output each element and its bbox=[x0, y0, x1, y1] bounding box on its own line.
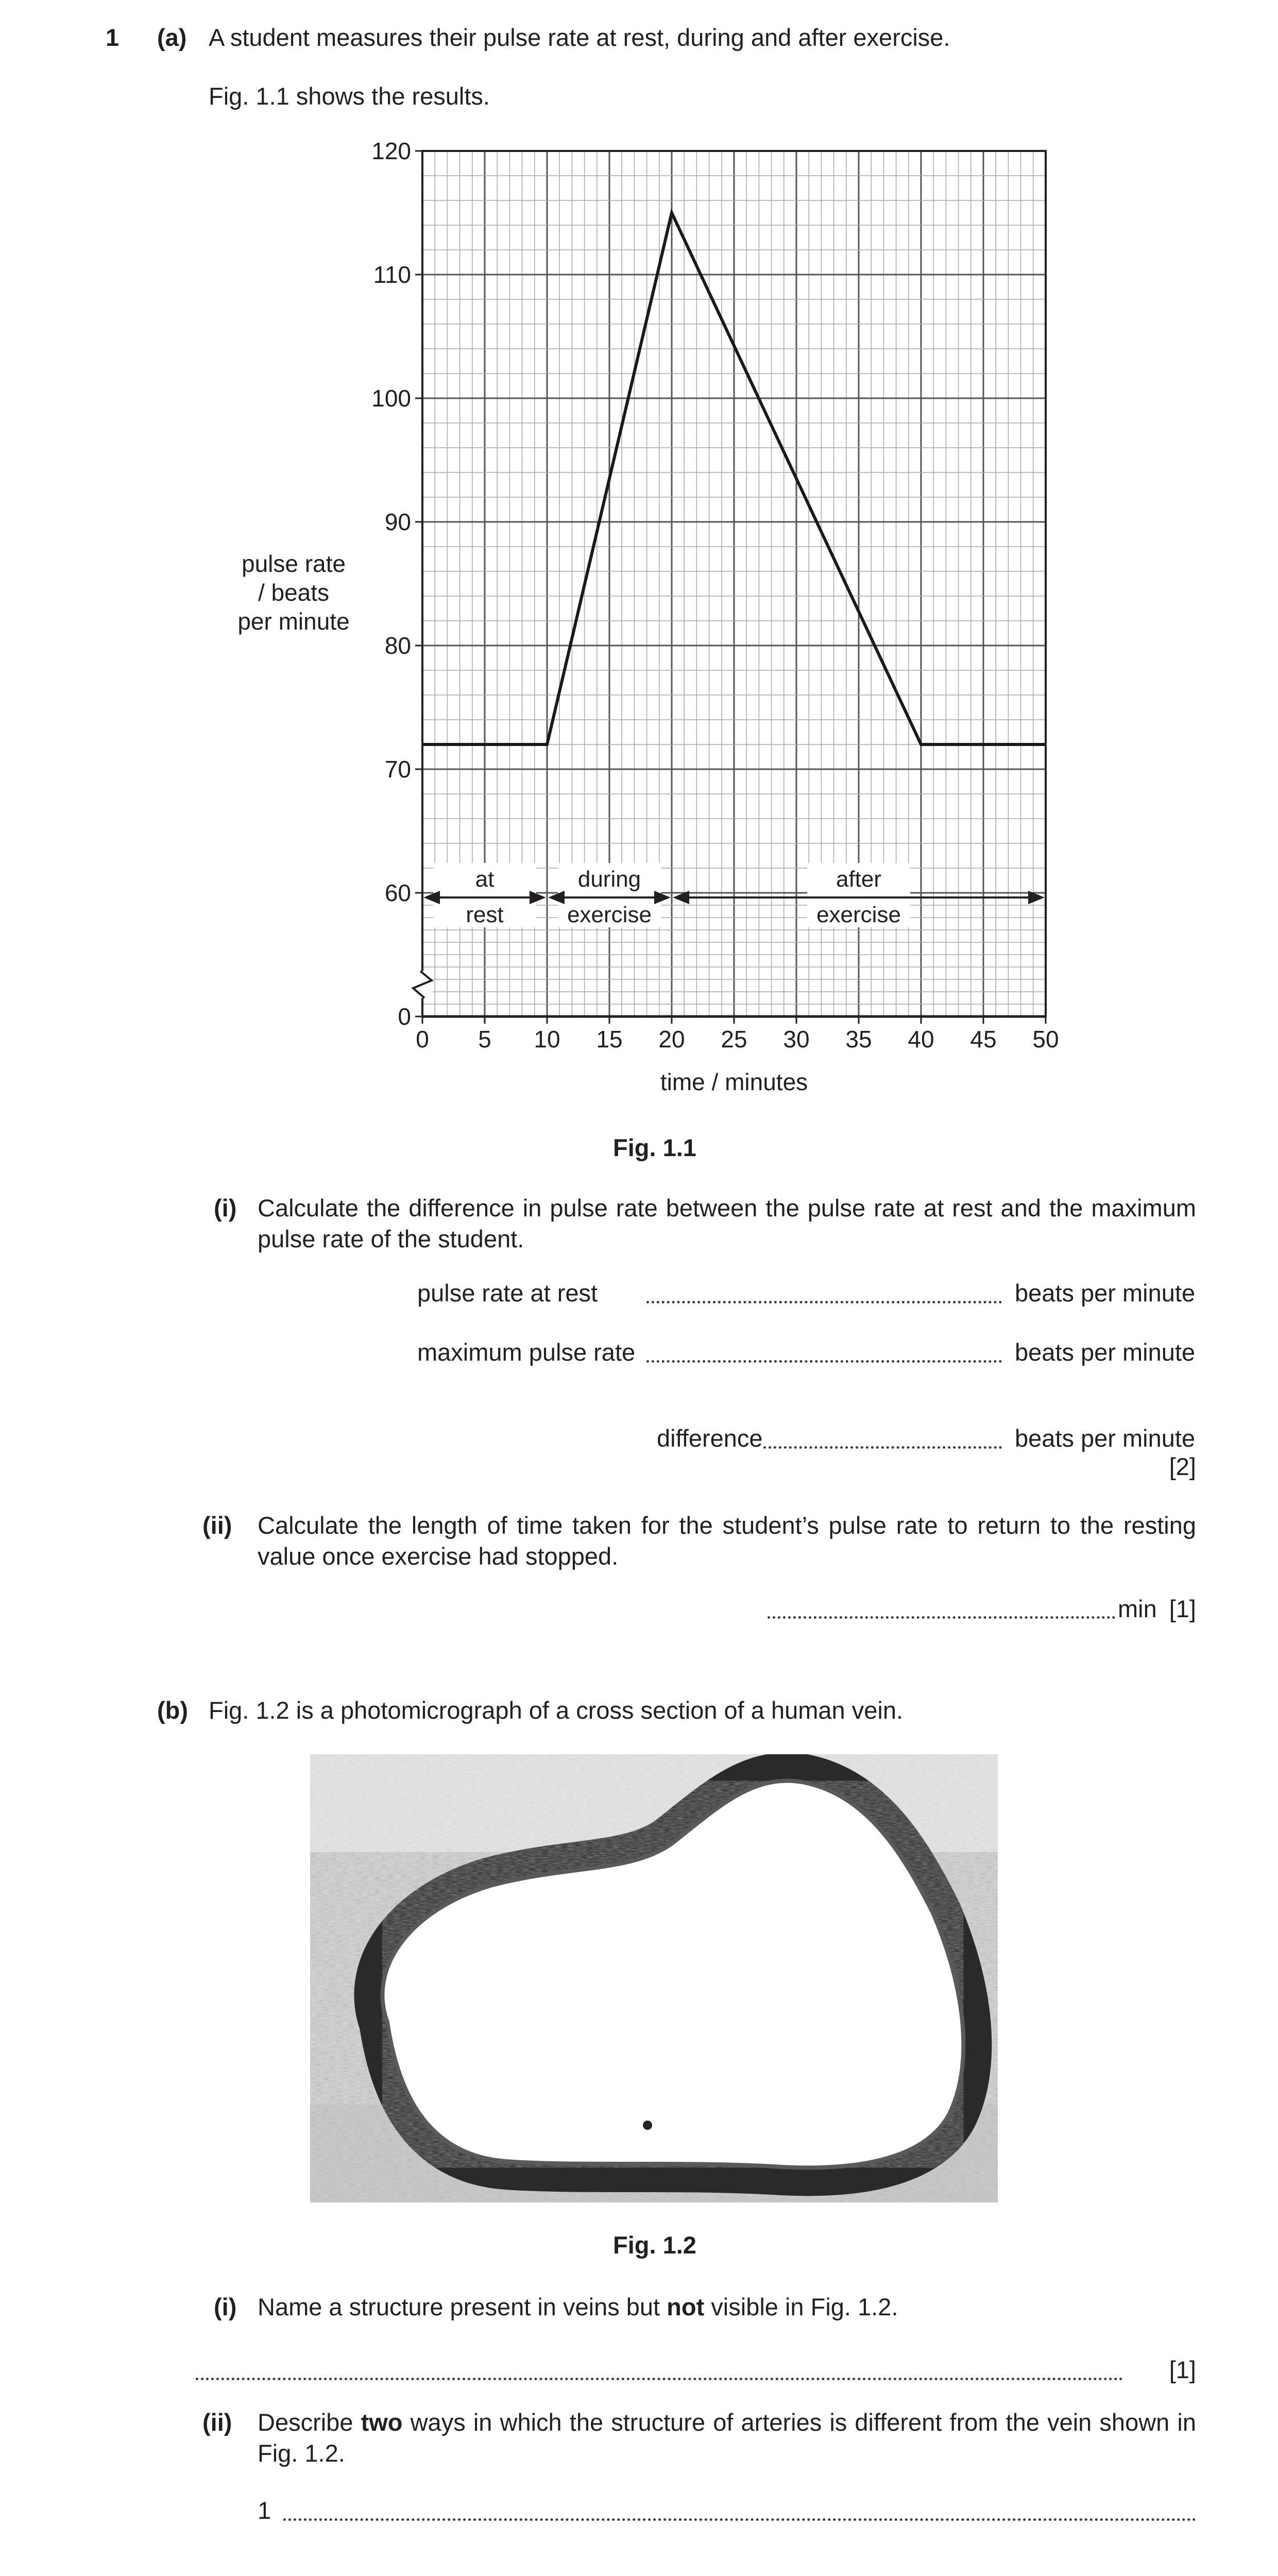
x-axis-label: time / minutes bbox=[660, 1069, 808, 1095]
x-tick-label: 10 bbox=[534, 1026, 560, 1053]
max-rate-label: maximum pulse rate bbox=[417, 1338, 636, 1366]
part-b-ii-question: Describe two ways in which the structure of arteries is different from the vein shown in Fig. 1.2. bbox=[258, 2409, 1196, 2467]
x-tick-label: 15 bbox=[596, 1026, 623, 1053]
part-a-label: (a) bbox=[157, 24, 187, 51]
part-a-intro: A student measures their pulse rate at rest, during and after exercise. bbox=[209, 24, 950, 51]
y-tick-label: 110 bbox=[373, 261, 411, 288]
part-b-ii-label: (ii) bbox=[202, 2409, 232, 2436]
phase-label: exercise bbox=[567, 902, 652, 927]
x-tick-label: 50 bbox=[1032, 1026, 1059, 1053]
phase-label: exercise bbox=[816, 902, 901, 927]
part-a-ii-label: (ii) bbox=[202, 1512, 232, 1539]
part-b-i-question: Name a structure present in veins but not visible in Fig. 1.2. bbox=[258, 2293, 898, 2320]
difference-units: beats per minute bbox=[1015, 1425, 1196, 1452]
fig-1-1-reference: Fig. 1.1 shows the results. bbox=[209, 82, 490, 110]
x-tick-label: 0 bbox=[416, 1026, 429, 1053]
part-a-ii-question: Calculate the length of time taken for the student’s pulse rate to return to the resting value once exercise had stopped. bbox=[258, 1512, 1196, 1570]
part-b-ii-answer-line-1a[interactable] bbox=[283, 2518, 1196, 2521]
part-a-ii-answer-line[interactable] bbox=[768, 1616, 1115, 1619]
y-axis-label: / beats bbox=[258, 579, 330, 606]
x-tick-label: 25 bbox=[721, 1026, 747, 1053]
max-rate-answer-line[interactable] bbox=[646, 1360, 1002, 1363]
part-a-ii-marks: [1] bbox=[1169, 1595, 1196, 1622]
part-a-i-marks: [2] bbox=[1169, 1453, 1196, 1480]
x-tick-label: 40 bbox=[908, 1026, 934, 1053]
y-tick-label: 100 bbox=[371, 385, 411, 412]
phase-label: rest bbox=[466, 902, 504, 927]
phase-label: during bbox=[577, 867, 641, 892]
part-a-ii-unit: min bbox=[1118, 1595, 1157, 1622]
part-b-ii-number-1: 1 bbox=[258, 2497, 271, 2524]
part-b-i-label: (i) bbox=[214, 2293, 237, 2320]
question-number: 1 bbox=[106, 24, 120, 51]
y-tick-label: 90 bbox=[384, 509, 411, 535]
y-tick-label: 70 bbox=[384, 756, 411, 783]
max-rate-units: beats per minute bbox=[1015, 1338, 1196, 1366]
difference-answer-line[interactable] bbox=[763, 1446, 1002, 1449]
x-tick-label: 20 bbox=[658, 1026, 685, 1053]
phase-label: after bbox=[836, 867, 882, 892]
y-tick-label: 0 bbox=[398, 1003, 411, 1030]
fig-1-1-caption: Fig. 1.1 bbox=[613, 1134, 696, 1161]
y-axis-label: per minute bbox=[237, 608, 350, 635]
x-tick-label: 35 bbox=[845, 1026, 872, 1053]
x-tick-label: 30 bbox=[783, 1026, 810, 1053]
part-b-intro: Fig. 1.2 is a photomicrograph of a cross section of a human vein. bbox=[209, 1697, 904, 1724]
vein-photomicrograph bbox=[310, 1754, 998, 2202]
part-b-i-marks: [1] bbox=[1169, 2356, 1196, 2383]
difference-label: difference bbox=[657, 1425, 763, 1452]
rest-rate-answer-line[interactable] bbox=[646, 1301, 1002, 1303]
part-a-i-label: (i) bbox=[214, 1194, 237, 1222]
fig-1-2-caption: Fig. 1.2 bbox=[613, 2231, 696, 2259]
rest-rate-units: beats per minute bbox=[1015, 1279, 1196, 1307]
y-tick-label: 80 bbox=[384, 632, 411, 659]
y-tick-label: 60 bbox=[384, 879, 411, 906]
part-b-i-answer-line[interactable] bbox=[196, 2378, 1123, 2380]
x-tick-label: 5 bbox=[478, 1026, 491, 1053]
part-b-label: (b) bbox=[157, 1697, 189, 1724]
x-tick-label: 45 bbox=[970, 1026, 997, 1053]
part-a-i-question: Calculate the difference in pulse rate between the pulse rate at rest and the maximum pulse rate of the student. bbox=[258, 1194, 1196, 1252]
pulse-rate-chart bbox=[0, 0, 1278, 1159]
y-axis-label: pulse rate bbox=[241, 550, 346, 577]
rest-rate-label: pulse rate at rest bbox=[417, 1279, 598, 1307]
y-tick-label: 120 bbox=[371, 138, 411, 164]
phase-label: at bbox=[475, 867, 495, 892]
